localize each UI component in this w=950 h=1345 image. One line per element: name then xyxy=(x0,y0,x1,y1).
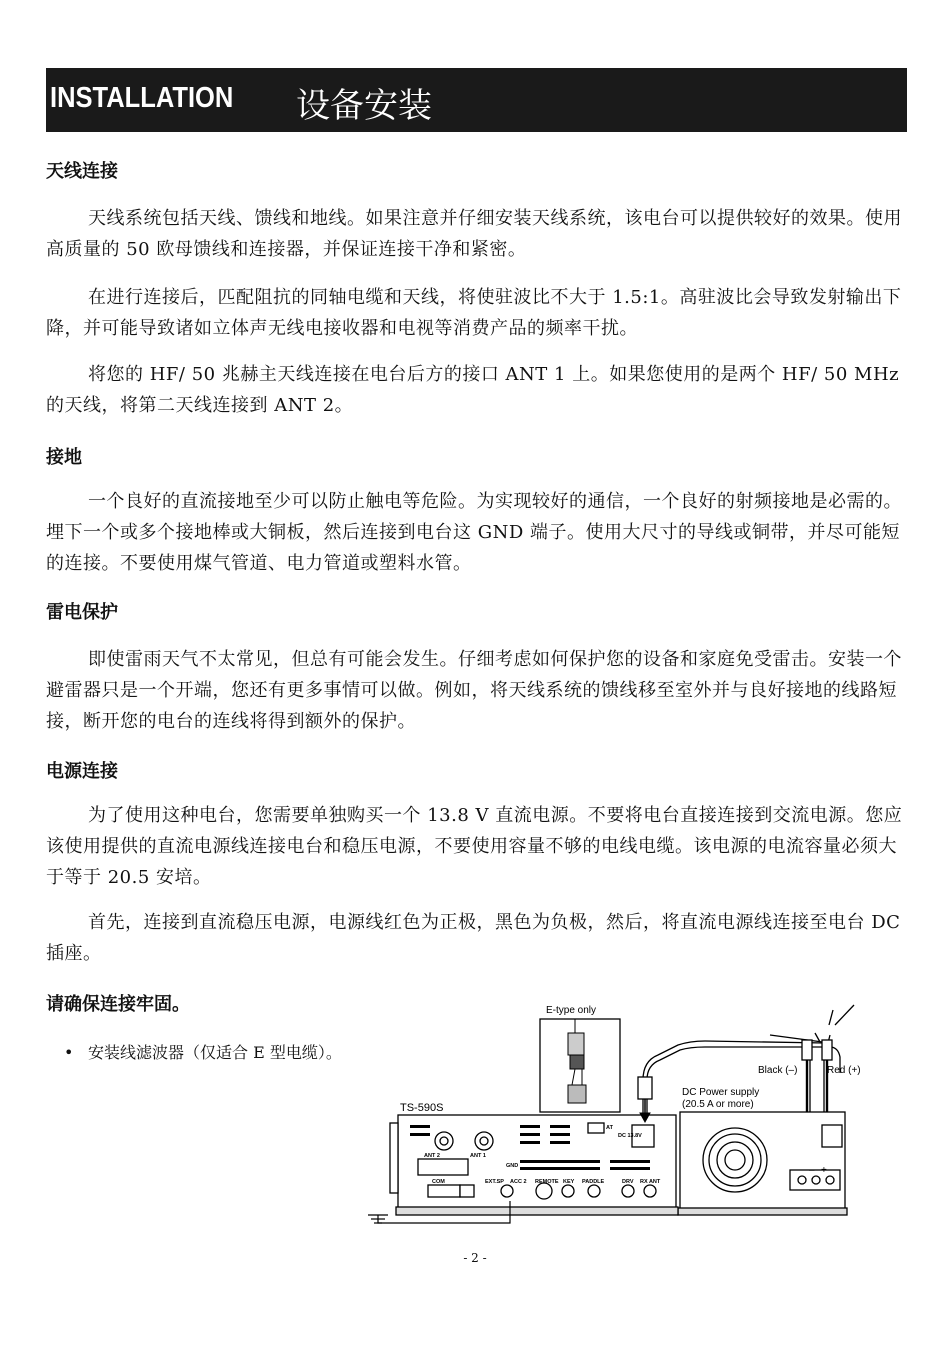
radio-rear-panel xyxy=(390,1115,678,1215)
paragraph-power-2: 首先，连接到直流稳压电源，电源线红色为正极，黑色为负极，然后，将直流电源线连接至电台 DC 插座。 xyxy=(46,912,901,964)
ant2-label: ANT 2 xyxy=(424,1153,440,1159)
paragraph-grounding: 一个良好的直流接地至少可以防止触电等危险。为实现较好的通信，一个良好的射频接地是必需的。埋下一个或多个接地棒或大铜板，然后连接到电台这 GND 端子。使用大尺寸的导线或铜带，并尽可能短的连接。不要使用煤气管道、电力管道或塑料水管。 xyxy=(46,491,902,574)
connection-diagram xyxy=(360,995,870,1230)
heading-power: 电源连接 xyxy=(46,761,118,782)
paragraph-lightning: 即使雷雨天气不太常见，但总有可能会发生。仔细考虑如何保护您的设备和家庭免受雷击。安装一个避雷器只是一个开端，您还有更多事情可以做。例如，将天线系统的馈线移至室外并与良好接地的线路短接，断开您的电台的连线将得到额外的保护。 xyxy=(46,649,902,732)
paragraph-antenna-2: 在进行连接后，匹配阻抗的同轴电缆和天线，将使驻波比不大于 1.5:1。高驻波比会导致发射输出下降，并可能导致诸如立体声无线电接收器和电视等消费产品的频率干扰。 xyxy=(46,287,902,339)
dc-power-supply xyxy=(678,1112,847,1215)
paragraph-antenna-3: 将您的 HF/ 50 兆赫主天线连接在电台后方的接口 ANT 1 上。如果您使用的是两个 HF/ 50 MHz 的天线，将第二天线连接到 ANT 2。 xyxy=(46,364,900,416)
psu-minus-label: – xyxy=(809,1165,815,1176)
title-zh: 设备安装 xyxy=(296,86,432,126)
paragraph-power-1: 为了使用这种电台，您需要单独购买一个 13.8 V 直流电源。不要将电台直接连接到交流电源。您应该使用提供的直流电源线连接电台和稳压电源，不要使用容量不够的电线电缆。该电源的电流容量必须大于等于 20.5 安培。 xyxy=(46,805,903,888)
psu-label-2: (20.5 A or more) xyxy=(682,1099,754,1110)
paragraph-antenna-1: 天线系统包括天线、馈线和地线。如果注意并仔细安装天线系统，该电台可以提供较好的效果。使用高质量的 50 欧母馈线和连接器，并保证连接干净和紧密。 xyxy=(46,208,902,260)
bullet-dot-icon: • xyxy=(64,1043,74,1062)
key-label: KEY xyxy=(563,1179,575,1185)
note-secure-connection: 请确保连接牢固。 xyxy=(46,994,190,1015)
at-label: AT xyxy=(606,1125,613,1131)
drv-label: DRV xyxy=(622,1179,634,1185)
etype-label: E-type only xyxy=(546,1005,597,1016)
title-banner xyxy=(46,68,907,132)
title-en: INSTALLATION xyxy=(50,82,234,114)
rx-ant-label: RX ANT xyxy=(640,1179,661,1185)
psu-label-1: DC Power supply xyxy=(682,1087,760,1098)
radio-model-label: TS-590S xyxy=(400,1102,444,1114)
heading-lightning: 雷电保护 xyxy=(46,602,118,623)
com-label: COM xyxy=(432,1179,445,1185)
heading-grounding: 接地 xyxy=(46,447,82,468)
remote-label: REMOTE xyxy=(535,1179,559,1185)
bullet-text: 安装线滤波器（仅适合 E 型电缆）。 xyxy=(88,1043,342,1062)
paddle-label: PADDLE xyxy=(582,1179,605,1185)
dc-13-8v-label: DC 13.8V xyxy=(618,1133,642,1139)
ant1-label: ANT 1 xyxy=(470,1153,486,1159)
heading-antenna: 天线连接 xyxy=(46,161,118,182)
bullet-item xyxy=(64,1040,342,1063)
red-lead-label: Red (+) xyxy=(827,1065,861,1076)
black-lead-label: Black (–) xyxy=(758,1065,798,1076)
psu-plus-label: + xyxy=(821,1165,827,1176)
ext-sp-label: EXT.SP xyxy=(485,1179,504,1185)
gnd-label: GND xyxy=(506,1163,519,1169)
page-number: - 2 - xyxy=(463,1251,487,1265)
acc2-label: ACC 2 xyxy=(510,1179,527,1185)
